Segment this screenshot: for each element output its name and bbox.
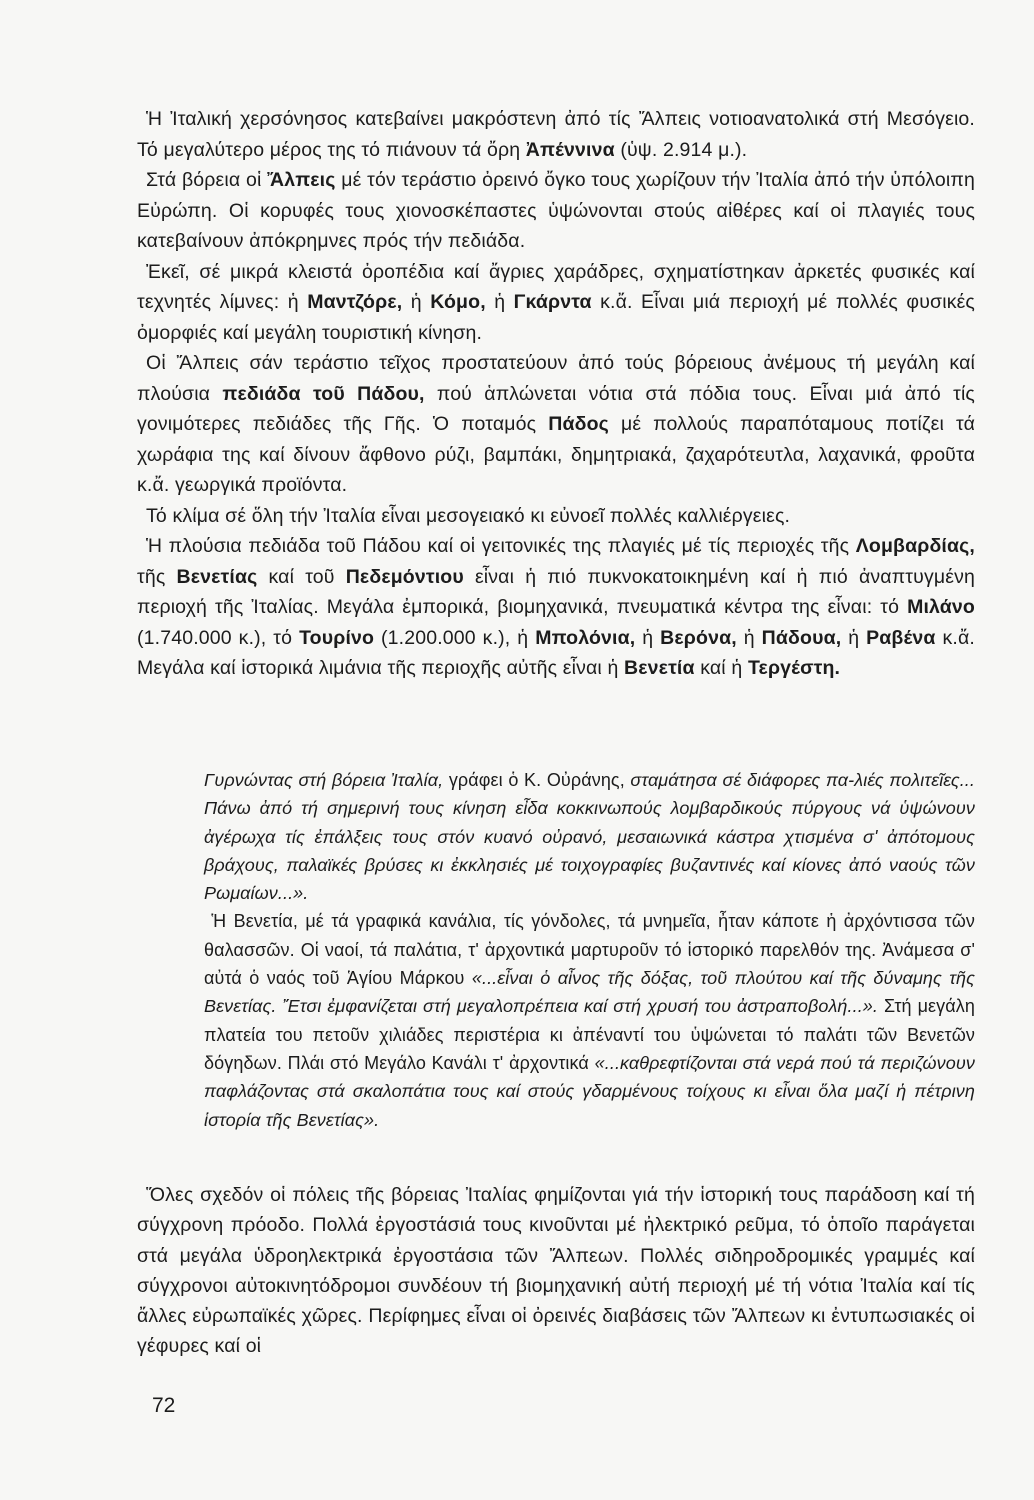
text-span: Οἱ Ἄλπεις σάν τεράστιο τεῖχος προστατεύουν ἀπό τούς βόρειους ἀνέμους τή μεγάλη καί πλούσια bbox=[137, 352, 975, 405]
bold-term: Τουρίνο bbox=[299, 626, 375, 649]
bold-term: Ἄλπεις bbox=[267, 169, 336, 191]
bold-term: Ραβένα bbox=[866, 626, 936, 649]
paragraph-po-valley bbox=[137, 348, 975, 501]
paragraph-climate bbox=[137, 501, 975, 532]
text-span: γράφει ὁ Κ. Οὐράνης, bbox=[443, 770, 631, 790]
text-span: ἡ bbox=[635, 626, 661, 649]
text-span: πού ἁπλώνεται νότια στά πόδια τους. Εἶναι μιά ἀπό τίς γονιμότερες πεδιάδες τῆς Γῆς. Ὁ ποταμός bbox=[137, 382, 975, 435]
text-span: μέ πολλούς παραπόταμους ποτίζει τά χωράφια της καί δίνουν ἄφθονο ρύζι, βαμπάκι, δημητριακά, ζαχαρότευτλα, λαχανικά, φροῦτα κ.ἄ. γεωργικά προϊόντα. bbox=[137, 413, 975, 496]
italic-span: «...καθρεφτίζονται στά νερά πού τά περιζώνουν παφλάζοντας στά σκαλοπάτια τους καί στούς γδαρμένους τοίχους κι εἶναι ὅλα μαζί ἡ πέτρινη ἱστορία τῆς Βενετίας». bbox=[204, 1052, 975, 1130]
paragraph-industry bbox=[137, 1180, 975, 1362]
text-span: ἡ bbox=[736, 626, 762, 649]
text-span: καί τοῦ bbox=[257, 565, 346, 588]
text-span: τῆς bbox=[137, 565, 177, 588]
bold-term: Κόμο, bbox=[430, 291, 486, 313]
main-text bbox=[137, 104, 975, 684]
bold-term: Πεδεμόντιου bbox=[345, 565, 464, 588]
text-span: εἶναι ἡ πιό πυκνοκατοικημένη καί ἡ πιό ἀναπτυγμένη περιοχή τῆς Ἰταλίας. Μεγάλα ἐμπορικά, βιομηχανικά, πνευματικά κέντρα της εἶναι: τό bbox=[137, 565, 975, 618]
bold-term: Βερόνα, bbox=[660, 626, 737, 649]
closing-text bbox=[137, 1180, 975, 1362]
bold-term: Τεργέστη. bbox=[747, 657, 841, 679]
text-span: (1.200.000 κ.), ἡ bbox=[374, 626, 536, 649]
bold-term: πεδιάδα τοῦ Πάδου, bbox=[222, 382, 425, 405]
bold-term: Βενετίας bbox=[176, 565, 258, 588]
text-span: Ὅλες σχεδόν οἱ πόλεις τῆς βόρειας Ἰταλίας φημίζονται γιά τήν ἱστορική τους παράδοση καί τή σύγχρονη πρόοδο. Πολλά ἐργοστάσιά τους κινοῦνται μέ ἠλεκτρικό ρεῦμα, τό ὁποῖο παράγεται στά μεγάλα ὑδροηλεκτρικά ἐργοστάσια τῶν Ἄλπεων. Πολλές σιδηροδρομικές γραμμές καί σύγχρονοι αὐτοκινητόδρομοι συνδέουν τή βιομηχανική αὐτή περιοχή μέ τή νότια Ἰταλία καί τίς ἄλλες εὐρωπαϊκές χῶρες. Περίφημες εἶναι οἱ ὀρεινές διαβάσεις τῶν Ἄλπεων κι ἐντυπωσιακές οἱ γέφυρες καί οἱ bbox=[137, 1184, 975, 1358]
bold-term: Πάδουα, bbox=[761, 626, 842, 649]
italic-span: Γυρνώντας στή βόρεια Ἰταλία, bbox=[204, 770, 444, 790]
text-span: Στά βόρεια οἱ bbox=[146, 169, 268, 191]
paragraph-lakes bbox=[137, 257, 975, 349]
text-span: Ἐκεῖ, σέ μικρά κλειστά ὀροπέδια καί ἄγριες χαράδρες, σχηματίστηκαν ἀρκετές φυσικές καί τεχνητές λίμνες: ἡ bbox=[137, 260, 975, 313]
paragraph-cities bbox=[137, 531, 975, 684]
quote-ouranis bbox=[204, 766, 975, 907]
italic-span: σταμάτησα σέ διάφορες πα-λιές πολιτεῖες... Πάνω ἀπό τή σημερινή τους κίνηση εἶδα κοκκινωπούς λομβαρδικούς πύργους νά ὑψώνουν ἀγέρωχα τίς ἐπάλξεις τους στόν κυανό οὐρανό, μεσαιωνικά κάστρα χτισμένα σ' ἀπότομους βράχους, παλαϊκές βρύσες κι ἐκκλησιές μέ τοιχογραφίες βυζαντινές καί κίονες ἀπό ναούς τῶν Ρωμαίων...». bbox=[204, 770, 975, 904]
text-span: Στή μεγάλη πλατεία του πετοῦν χιλιάδες περιστέρια κι ἀπέναντί του ὑψώνεται τό παλάτι τῶν Βενετῶν δόγηδων. Πλάι στό Μεγάλο Κανάλι τ' ἀρχοντικά bbox=[204, 996, 975, 1073]
bold-term: Πάδος bbox=[548, 413, 609, 435]
text-span: μέ τόν τεράστιο ὀρεινό ὄγκο τους χωρίζουν τήν Ἰταλία ἀπό τήν ὑπόλοιπη Εὐρώπη. Οἱ κορυφές τους χιονοσκέπαστες ὑψώνονται στούς αἰθέρες καί οἱ πλαγιές τους κατεβαίνουν ἀπόκρημνες πρός τήν πεδιάδα. bbox=[137, 169, 975, 252]
quote-venice bbox=[204, 907, 975, 1133]
paragraph-alps bbox=[137, 165, 975, 257]
text-span: κ.ἄ. Εἶναι μιά περιοχή μέ πολλές φυσικές ὀμορφιές καί μεγάλη τουριστική κίνηση. bbox=[137, 291, 975, 344]
bold-term: Μαντζόρε, bbox=[307, 291, 403, 313]
text-span: Ἡ Βενετία, μέ τά γραφικά κανάλια, τίς γόνδολες, τά μνημεῖα, ἦταν κάποτε ἡ ἀρχόντισσα τῶν θαλασσῶν. Οἱ ναοί, τά παλάτια, τ' ἀρχοντικά μαρτυροῦν τό ἱστορικό παρελθόν της. Ἀνάμεσα σ' αὐτά ὁ ναός τοῦ Ἁγίου Μάρκου bbox=[204, 911, 975, 989]
bold-term: Μιλάνο bbox=[907, 596, 975, 618]
paragraph-apennines bbox=[137, 104, 975, 165]
bold-term: Μπολόνια, bbox=[535, 626, 636, 649]
text-span: (ὑψ. 2.914 μ.). bbox=[614, 138, 748, 161]
bold-term: Λομβαρδίας, bbox=[855, 535, 975, 557]
text-span: (1.740.000 κ.), τό bbox=[137, 626, 300, 649]
quotation-block bbox=[204, 766, 975, 1134]
bold-term: Βενετία bbox=[624, 657, 695, 679]
text-span: καί ἡ bbox=[694, 657, 748, 679]
text-span: Τό κλίμα σέ ὅλη τήν Ἰταλία εἶναι μεσογειακό κι εὐνοεῖ πολλές καλλιέργειες. bbox=[146, 504, 791, 527]
text-span: ἡ bbox=[485, 291, 514, 313]
text-span: Ἡ Ἰταλική χερσόνησος κατεβαίνει μακρόστενη ἀπό τίς Ἄλπεις νοτιοανατολικά στή Μεσόγειο. Τό μεγαλύτερο μέρος της τό πιάνουν τά ὄρη bbox=[137, 108, 975, 161]
text-span: Ἡ πλούσια πεδιάδα τοῦ Πάδου καί οἱ γειτονικές της πλαγιές μέ τίς περιοχές τῆς bbox=[146, 535, 856, 557]
bold-term: Ἀπέννινα bbox=[525, 138, 615, 161]
italic-span: «...εἶναι ὁ αἶνος τῆς δόξας, τοῦ πλούτου καί τῆς δύναμης τῆς Βενετίας. Ἔτσι ἐμφανίζεται στή μεγαλοπρέπεια καί στή χρυσή του ἀστραποβολή...». bbox=[204, 968, 975, 1017]
text-span: ἡ bbox=[841, 626, 867, 649]
page-number: 72 bbox=[152, 1394, 176, 1417]
text-span: ἡ bbox=[402, 291, 431, 313]
text-span: κ.ἄ. Μεγάλα καί ἱστορικά λιμάνια τῆς περιοχῆς αὐτῆς εἶναι ἡ bbox=[137, 626, 975, 679]
bold-term: Γκάρντα bbox=[513, 291, 592, 313]
